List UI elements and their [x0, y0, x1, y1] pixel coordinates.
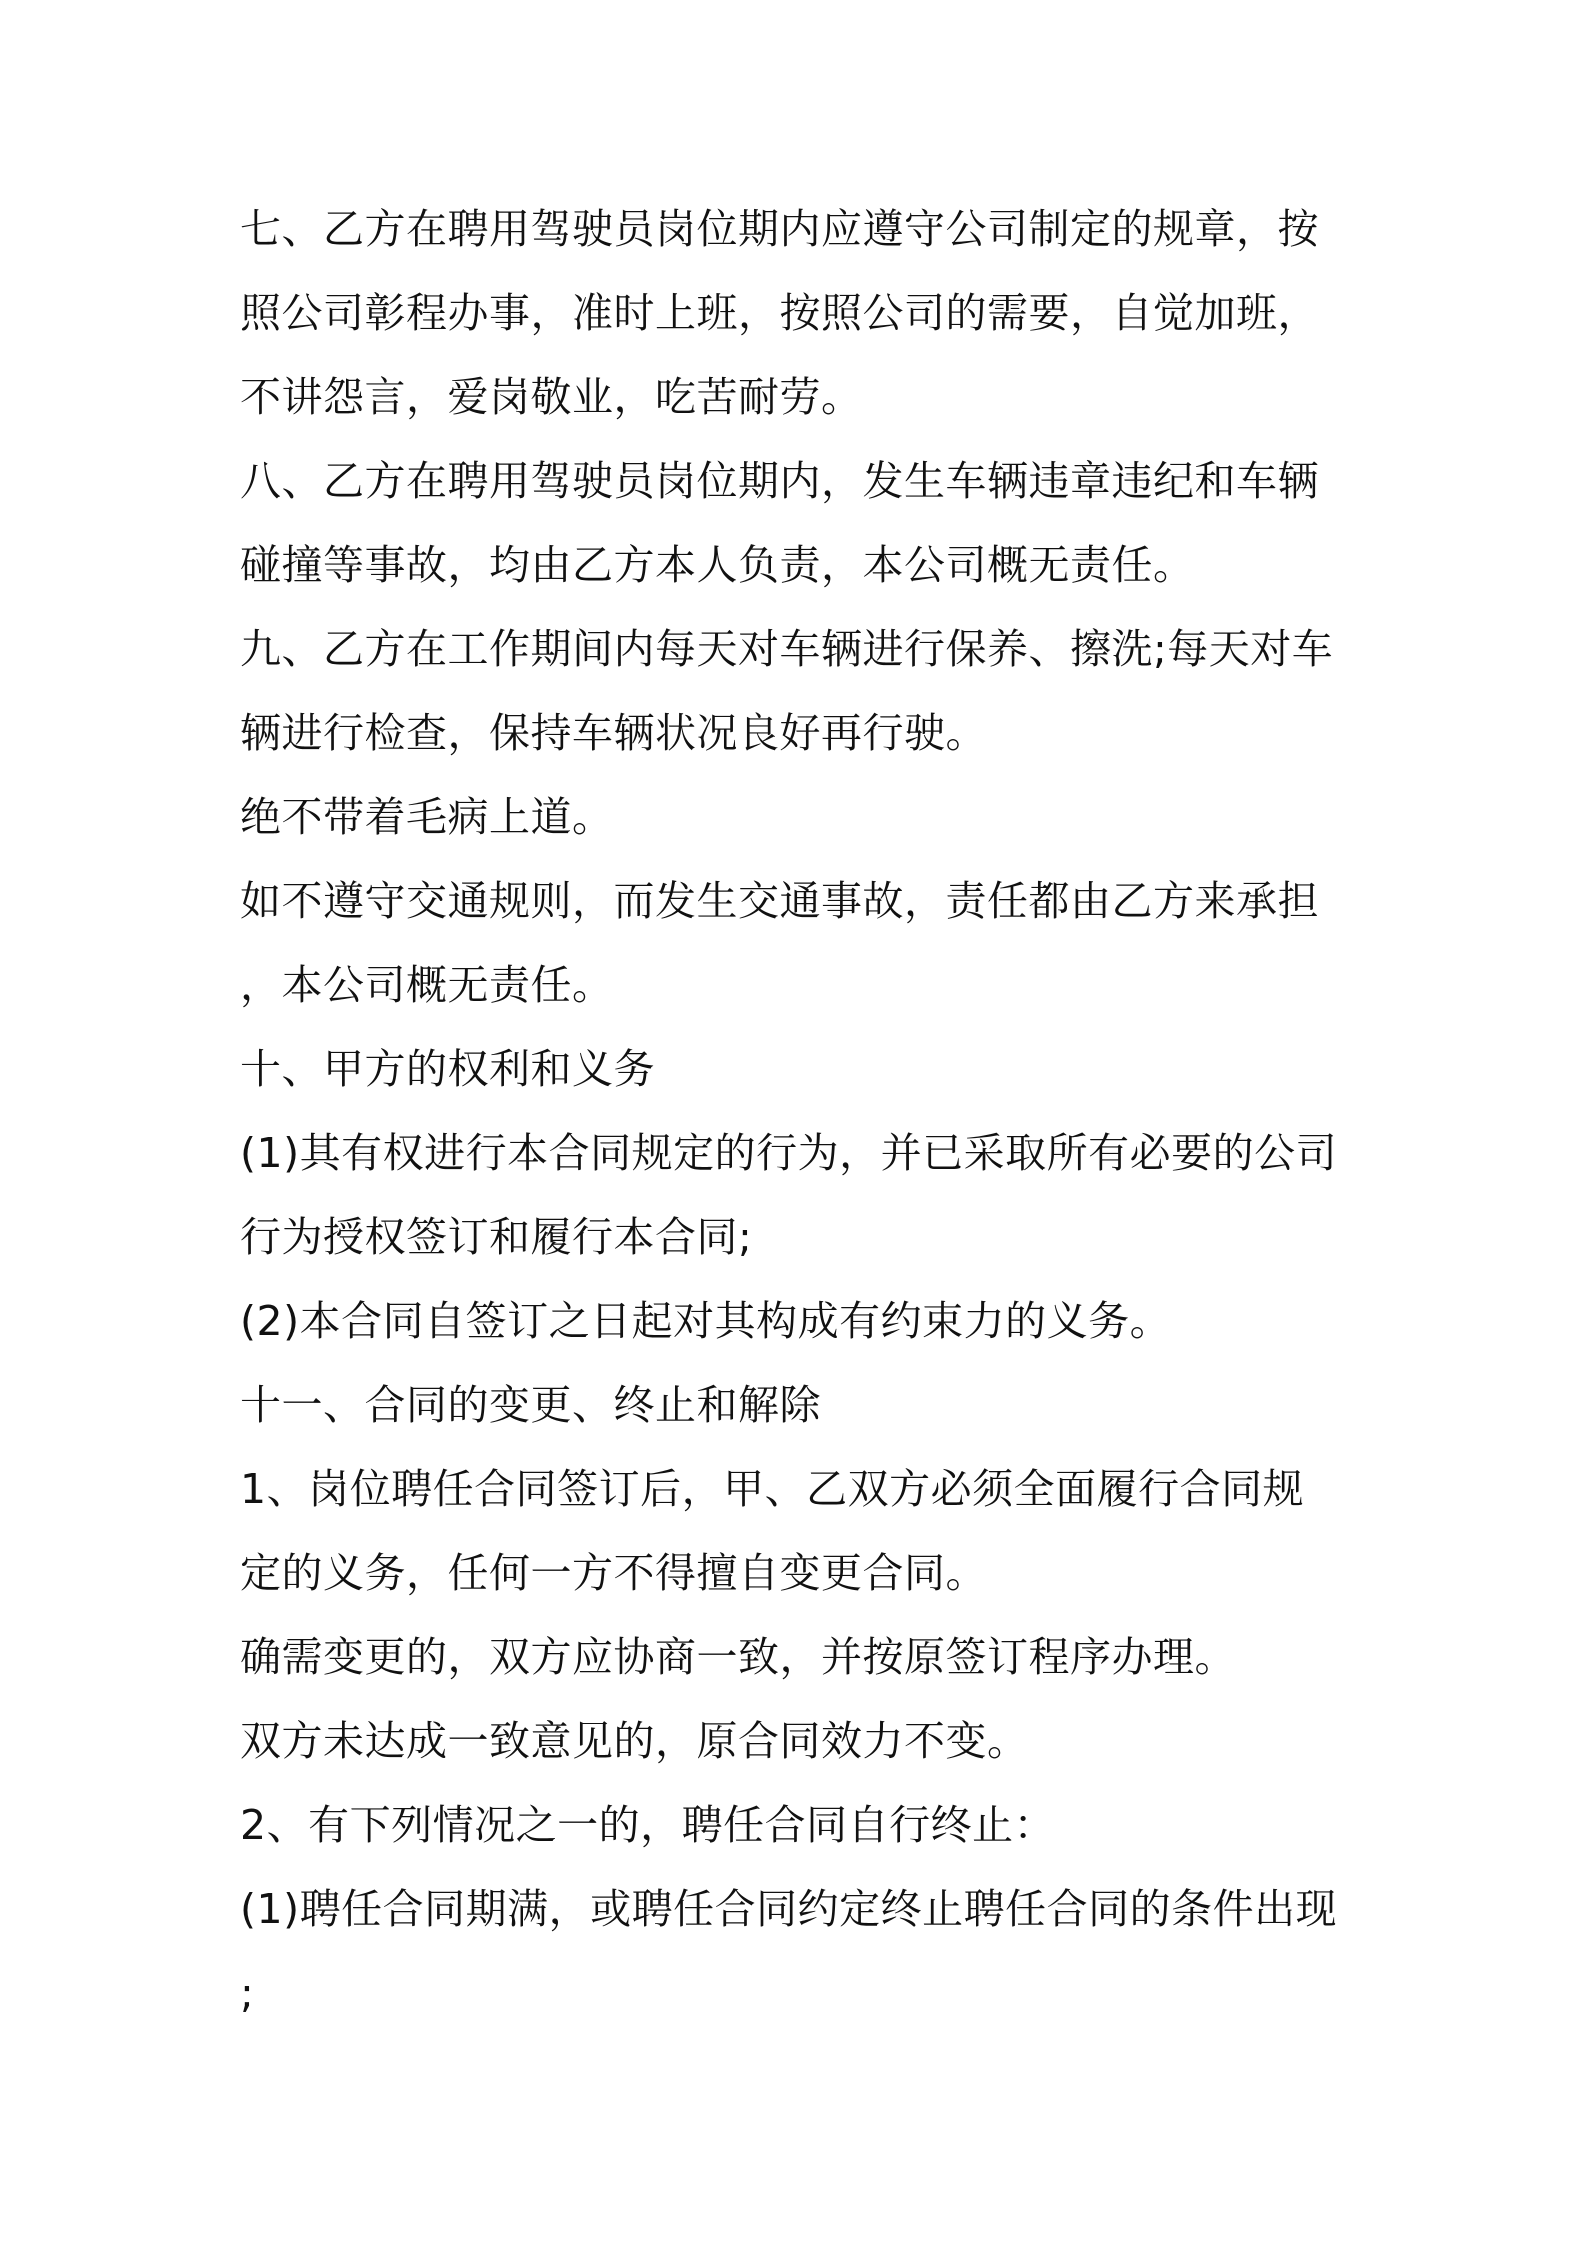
- text-line: 绝不带着毛病上道。: [240, 793, 614, 841]
- text-line: (2)本合同自签订之日起对其构成有约束力的义务。: [240, 1297, 1172, 1345]
- text-line: 1、岗位聘任合同签订后，甲、乙双方必须全面履行合同规: [240, 1465, 1305, 1513]
- text-line: 2、有下列情况之一的，聘任合同自行终止：: [240, 1801, 1056, 1849]
- text-line: 确需变更的，双方应协商一致，并按原签订程序办理。: [240, 1633, 1236, 1681]
- text-line: 碰撞等事故，均由乙方本人负责，本公司概无责任。: [240, 541, 1195, 589]
- text-line: 十、甲方的权利和义务: [240, 1045, 655, 1093]
- text-line: 八、乙方在聘用驾驶员岗位期内，发生车辆违章违纪和车辆: [240, 457, 1319, 505]
- text-line: 定的义务，任何一方不得擅自变更合同。: [240, 1549, 987, 1597]
- text-line: 双方未达成一致意见的，原合同效力不变。: [240, 1717, 1029, 1765]
- text-line: 七、乙方在聘用驾驶员岗位期内应遵守公司制定的规章，按: [240, 205, 1319, 253]
- text-line: 行为授权签订和履行本合同;: [240, 1213, 753, 1261]
- text-line: 九、乙方在工作期间内每天对车辆进行保养、擦洗;每天对车: [240, 625, 1334, 673]
- text-line: 如不遵守交通规则，而发生交通事故，责任都由乙方来承担: [240, 877, 1319, 925]
- text-line: 十一、合同的变更、终止和解除: [240, 1381, 821, 1429]
- text-line: (1)聘任合同期满，或聘任合同约定终止聘任合同的条件出现: [240, 1885, 1338, 1933]
- text-line: 不讲怨言，爱岗敬业，吃苦耐劳。: [240, 373, 863, 421]
- text-line: ;: [240, 1969, 255, 2017]
- text-line: ，本公司概无责任。: [240, 961, 614, 1009]
- text-line: (1)其有权进行本合同规定的行为，并已采取所有必要的公司: [240, 1129, 1338, 1177]
- text-line: 照公司彰程办事，准时上班，按照公司的需要，自觉加班，: [240, 289, 1319, 337]
- text-line: 辆进行检查，保持车辆状况良好再行驶。: [240, 709, 987, 757]
